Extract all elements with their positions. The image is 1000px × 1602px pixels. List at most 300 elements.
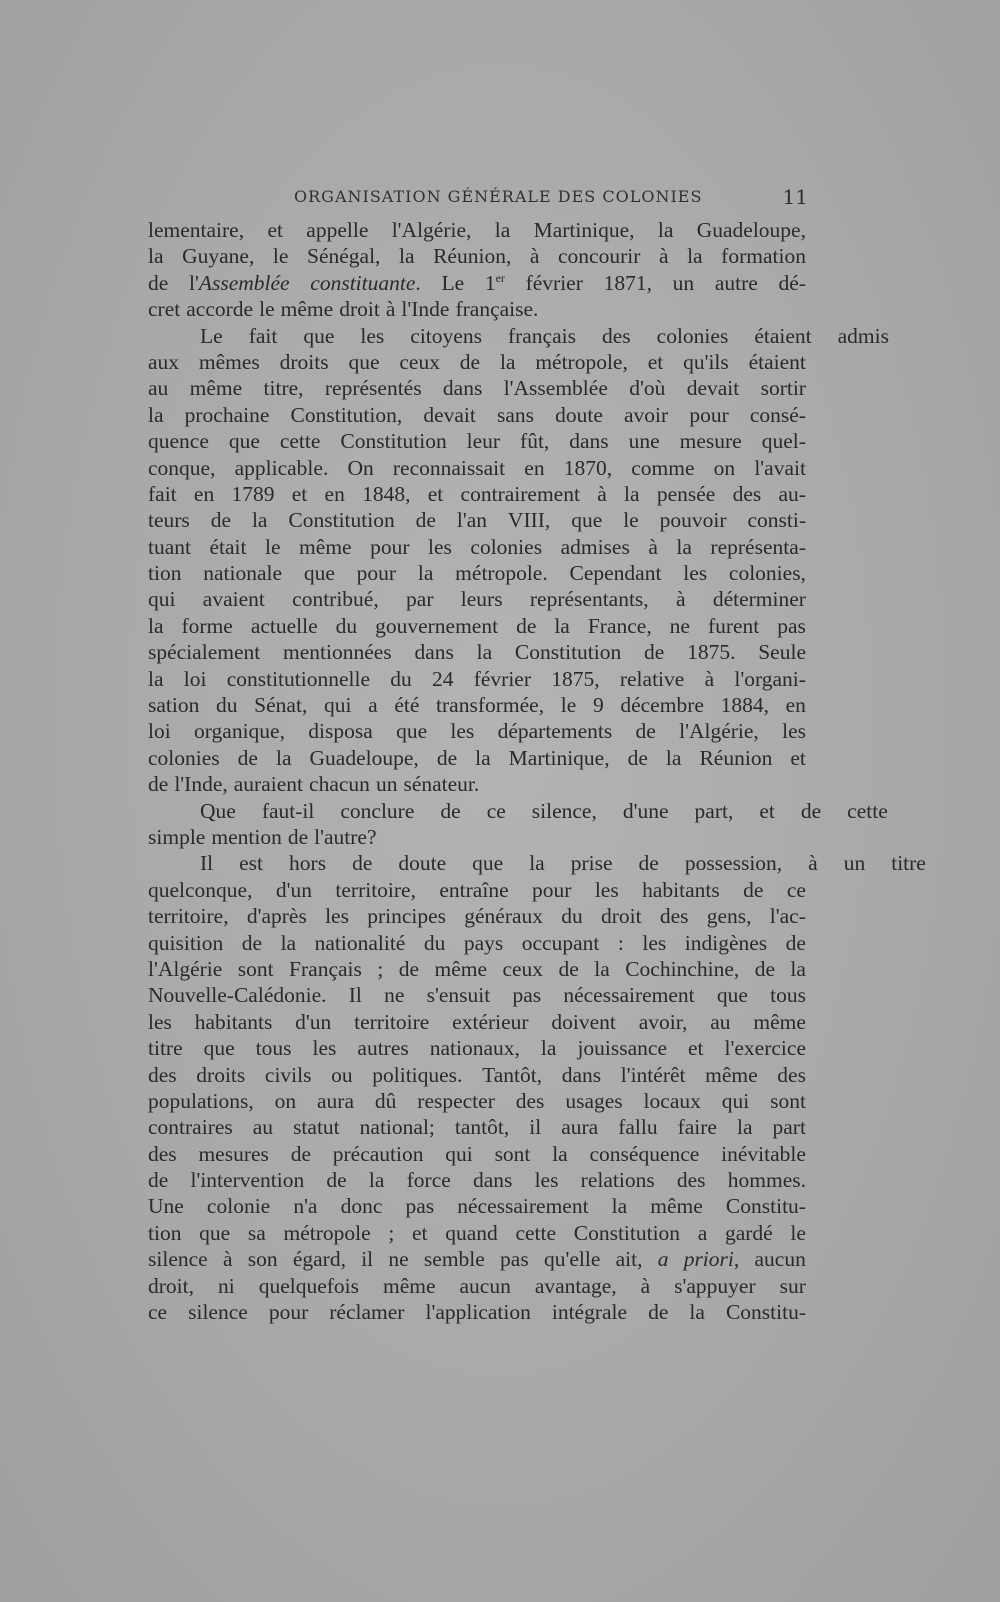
word: droit (339, 297, 380, 322)
word: dans (472, 1168, 513, 1193)
word: au- (778, 481, 806, 506)
word: ait, (615, 1247, 643, 1272)
word: des (659, 904, 689, 929)
word: forme (181, 613, 233, 638)
word: qui (323, 693, 352, 718)
word: et (291, 481, 308, 506)
word: des (676, 1168, 706, 1193)
word: de (436, 745, 458, 770)
word: organique, (194, 719, 285, 744)
text-line (148, 375, 806, 401)
word: : (617, 930, 624, 955)
word: Français (289, 956, 362, 981)
word: précaution (332, 1141, 424, 1166)
word: pouvoir (659, 508, 727, 533)
word: qu'ils (683, 349, 729, 374)
running-title: ORGANISATION GÉNÉRALE DES COLONIES (294, 187, 703, 206)
word: territoire, (335, 877, 416, 902)
word: même (189, 376, 243, 401)
word: les (148, 1009, 172, 1034)
text-line (148, 930, 806, 956)
word: pour (356, 561, 397, 586)
word: des (601, 323, 631, 348)
text-line (148, 718, 806, 744)
word: que (571, 508, 603, 533)
word: la (611, 1194, 628, 1219)
word: contraires (148, 1115, 233, 1140)
word: la (148, 613, 164, 638)
word: admis (837, 323, 889, 348)
word: les (428, 534, 452, 559)
word: Sénat, (254, 693, 308, 718)
word: droit, (148, 1273, 194, 1298)
word: l'organi- (734, 666, 806, 691)
word: Constitution (514, 640, 622, 665)
word: fait (148, 481, 177, 506)
word: de (148, 1168, 169, 1193)
word: la (148, 666, 164, 691)
word: du (390, 666, 412, 691)
word: ce (786, 877, 806, 902)
word: titre, (263, 376, 304, 401)
word: l'avait (754, 455, 806, 480)
text-line (148, 455, 806, 481)
word: un (672, 270, 695, 295)
word: avoir (624, 402, 669, 427)
word: titre (148, 1036, 183, 1061)
word: déterminer (712, 587, 806, 612)
word: de (287, 824, 309, 849)
word: 24 (431, 666, 454, 691)
word: de (440, 798, 461, 823)
word: nationaux, (429, 1036, 520, 1061)
word: dans (561, 1062, 602, 1087)
word: les (782, 719, 806, 744)
word: que (228, 429, 260, 454)
word: droit (601, 904, 642, 929)
word: l'exercice (724, 1036, 806, 1061)
word: des (515, 1088, 545, 1113)
word: 1er (484, 270, 505, 295)
word: qui (721, 1088, 750, 1113)
word: que (303, 561, 335, 586)
word: tuant (148, 534, 191, 559)
word: pas (512, 983, 542, 1008)
word: chacun (309, 772, 370, 797)
word: autre (714, 270, 758, 295)
word: aucun (459, 1273, 511, 1298)
word: fût, (520, 429, 550, 454)
word: la (687, 244, 703, 269)
word: hommes. (727, 1168, 806, 1193)
word: cette (279, 429, 321, 454)
word: populations, (148, 1088, 254, 1113)
text-line (148, 534, 806, 560)
word: et (427, 481, 444, 506)
word: mêmes (198, 349, 260, 374)
word: accorde (186, 297, 254, 322)
word: locaux (643, 1088, 701, 1113)
text-line (148, 771, 806, 797)
word: en (324, 481, 345, 506)
word: la (657, 218, 674, 242)
word: du (561, 904, 583, 929)
word: conséquence (589, 1141, 700, 1166)
word: VIII, (507, 508, 551, 533)
word: d'après (246, 904, 307, 929)
word: un (375, 772, 398, 797)
word: s'ensuit (426, 983, 491, 1008)
word: quence (148, 429, 209, 454)
word: les (534, 1168, 559, 1193)
word: teurs (148, 508, 190, 533)
word: dû (374, 1088, 397, 1113)
text-line (148, 349, 806, 375)
word: ne (388, 1247, 409, 1272)
word: une (628, 429, 660, 454)
text-line (148, 692, 806, 718)
word: silence (148, 1247, 208, 1272)
word: Tantôt, (482, 1062, 543, 1087)
word: Une (148, 1194, 184, 1219)
word: doute (398, 851, 447, 876)
text-line (148, 850, 926, 876)
word: la (665, 745, 682, 770)
word: a (657, 1247, 669, 1272)
word: qui (148, 587, 176, 612)
word: Constitution (340, 429, 447, 454)
word: pays (463, 930, 504, 955)
word: 1871, (603, 270, 652, 295)
word: même (650, 1194, 703, 1219)
text-line (148, 507, 806, 533)
word: la (476, 640, 493, 665)
word: inévitable (721, 1141, 806, 1166)
word: de (241, 930, 263, 955)
word: la (736, 1115, 753, 1140)
word: les (683, 561, 708, 586)
word: d'un (295, 1009, 332, 1034)
word: faire (677, 1115, 717, 1140)
word: que (396, 719, 428, 744)
word: dé- (778, 270, 806, 295)
word: sont (494, 1141, 531, 1166)
word: comme (631, 455, 695, 480)
word: un (843, 851, 866, 876)
word: Réunion, (433, 244, 512, 269)
word: l'ac- (769, 904, 806, 929)
word: au (148, 376, 169, 401)
word: Guyane, (182, 244, 255, 269)
word: l'autre? (314, 824, 377, 849)
text-line (148, 877, 806, 903)
word: pour (370, 534, 410, 559)
word: ne (384, 983, 405, 1008)
text-line (148, 1246, 806, 1272)
word: Cependant (569, 561, 662, 586)
word: l'Inde (401, 297, 450, 322)
word: le (560, 693, 577, 718)
page-header (148, 187, 808, 213)
word: il (529, 1115, 542, 1140)
word: Que (200, 798, 236, 823)
word: principes (367, 904, 446, 929)
word: prochaine (184, 402, 270, 427)
word: semble (423, 1247, 485, 1272)
word: des (148, 1062, 177, 1087)
word: disposa (308, 719, 373, 744)
word: On (347, 455, 374, 480)
word: furent (707, 613, 760, 638)
word: la (275, 745, 292, 770)
text-line (148, 481, 806, 507)
word: territoire, (148, 904, 229, 929)
word: habitants (194, 1009, 273, 1034)
word: ou (331, 1062, 353, 1087)
word: la (475, 745, 491, 770)
word: Il (348, 983, 362, 1008)
word: février (525, 270, 583, 295)
word: transformée, (436, 693, 545, 718)
word: la (417, 561, 434, 586)
word: à (385, 297, 396, 322)
word: la (689, 1300, 705, 1325)
text-line (148, 586, 806, 612)
word: à (597, 481, 607, 506)
word: ceux (399, 349, 440, 374)
word: étaient (754, 323, 812, 348)
word: quisition (148, 930, 224, 955)
word: du (423, 930, 446, 955)
word: et (790, 745, 806, 770)
word: et (688, 1036, 704, 1061)
word: que (472, 851, 504, 876)
word: spécialement (148, 640, 261, 665)
word: l'Algérie (148, 956, 223, 981)
word: part (772, 1115, 806, 1140)
word: que (348, 349, 380, 374)
word: doute (555, 402, 603, 427)
word: n'a (293, 1194, 318, 1219)
word: gouvernement (375, 613, 499, 638)
word: l'intervention (190, 1168, 305, 1193)
word: 1870, (563, 455, 613, 480)
word: à (640, 1273, 651, 1298)
word: intégrale (551, 1300, 628, 1325)
word: représentés (324, 376, 422, 401)
word: à (648, 534, 658, 559)
word: la (594, 956, 610, 981)
word: Guadeloupe, (309, 745, 419, 770)
word: à (808, 851, 818, 876)
word: son (247, 1247, 278, 1272)
word: les (594, 877, 619, 902)
text-line (148, 1273, 806, 1299)
word: entraîne (439, 877, 509, 902)
word: de (290, 1141, 311, 1166)
word: applicable. (234, 455, 329, 480)
word: pour (268, 1300, 309, 1325)
word: sortir (760, 376, 806, 401)
word: et (267, 218, 283, 242)
word: le (259, 297, 275, 322)
word: réclamer (329, 1300, 405, 1325)
text-line (148, 1114, 806, 1140)
word: on (713, 455, 736, 480)
word: à (675, 587, 686, 612)
word: égard, (292, 1247, 346, 1272)
word: par (406, 587, 434, 612)
word: la (251, 508, 268, 533)
word: de (516, 613, 537, 638)
word: actuelle (250, 613, 318, 638)
word: l'Assemblée (503, 376, 608, 401)
word: Seule (758, 640, 806, 665)
word: de (237, 745, 258, 770)
word: quelquefois (258, 1273, 359, 1298)
word: pour (689, 402, 729, 427)
word: indigènes (684, 930, 768, 955)
word: l'Assemblée (188, 270, 290, 295)
text-line (148, 428, 806, 454)
word: que (716, 983, 748, 1008)
text-line (148, 1220, 806, 1246)
word: Constitution, (290, 402, 403, 427)
text-line (148, 270, 806, 296)
text-line (148, 1193, 806, 1219)
word: les (325, 904, 349, 929)
word: d'un (275, 877, 312, 902)
word: aux (148, 349, 180, 374)
word: de (415, 508, 436, 533)
word: France, (587, 613, 652, 638)
word: pas (777, 613, 806, 638)
word: qui (445, 1141, 473, 1166)
word: dans (442, 376, 483, 401)
text-line (148, 666, 806, 692)
word: la (148, 402, 164, 427)
word: habitants (642, 877, 720, 902)
word: loi (148, 719, 171, 744)
word: sur (779, 1273, 806, 1298)
word: que (303, 323, 335, 348)
word: colonies (148, 745, 220, 770)
word: contrairement (460, 481, 580, 506)
word: tion (148, 1220, 182, 1245)
word: décembre (620, 693, 704, 718)
word: national; (359, 1115, 435, 1140)
word: de (210, 508, 232, 533)
word: départements (497, 719, 613, 744)
word: statut (293, 1115, 340, 1140)
word: autres (357, 1036, 409, 1061)
word: en (193, 481, 215, 506)
word: métropole (283, 1220, 371, 1245)
text-line (148, 1299, 806, 1325)
word: usages (565, 1088, 623, 1113)
word: cret (148, 297, 181, 322)
word: colonies (656, 323, 729, 348)
word: leur (466, 429, 501, 454)
word: l'Inde, (174, 772, 228, 797)
text-line (148, 217, 806, 243)
word: la (540, 1036, 557, 1061)
word: civils (264, 1062, 312, 1087)
word: silence (188, 1300, 248, 1325)
word: ceux (502, 956, 544, 981)
word: constitutionnelle (226, 666, 371, 691)
word: en (785, 693, 806, 718)
word: de (398, 956, 420, 981)
word: fait (248, 323, 278, 348)
page-number: 11 (782, 185, 808, 209)
word: avantage, (534, 1273, 617, 1298)
word: Martinique, (508, 745, 610, 770)
word: même (299, 534, 352, 559)
word: jouissance (577, 1036, 668, 1061)
word: l'Algérie, (391, 218, 472, 242)
word: s'appuyer (674, 1273, 756, 1298)
word: Constitu- (725, 1300, 806, 1325)
word: à (529, 244, 540, 269)
text-line (148, 1141, 806, 1167)
word: le (790, 1220, 806, 1245)
word: des (148, 1141, 177, 1166)
word: été (394, 693, 420, 718)
text-line (148, 956, 806, 982)
text-line (148, 1167, 806, 1193)
word: française. (455, 297, 539, 322)
word: le (265, 534, 281, 559)
word: pas (500, 1247, 529, 1272)
word: même (705, 1062, 758, 1087)
word: conclure (340, 798, 415, 823)
word: le (623, 508, 639, 533)
word: donc (340, 1194, 383, 1219)
word: a (697, 1220, 708, 1245)
word: sans (496, 402, 535, 427)
word: de (800, 798, 822, 823)
word: relative (619, 666, 685, 691)
word: les (450, 719, 475, 744)
word: et (759, 798, 775, 823)
word: avoir, (638, 1009, 688, 1034)
word: généraux (464, 904, 544, 929)
word: prise (570, 851, 613, 876)
word: au (252, 1115, 274, 1140)
word: colonie (206, 1194, 271, 1219)
word: mention (211, 824, 282, 849)
word: des (732, 481, 762, 506)
word: Cochinchine, (625, 956, 740, 981)
word: métropole. (455, 561, 548, 586)
word: ne (669, 613, 690, 638)
word: de (754, 956, 775, 981)
text-line (148, 323, 889, 349)
word: que (199, 1220, 231, 1245)
word: l'an (456, 508, 487, 533)
word: appelle (306, 218, 369, 242)
word: de (638, 851, 659, 876)
word: 1789 (231, 481, 275, 506)
word: devait (686, 376, 740, 401)
word: 1875, (551, 666, 600, 691)
word: 1875. (687, 640, 736, 665)
word: titre (891, 851, 926, 876)
word: et (412, 1220, 428, 1245)
text-line (148, 745, 806, 771)
word: citoyens (410, 323, 482, 348)
